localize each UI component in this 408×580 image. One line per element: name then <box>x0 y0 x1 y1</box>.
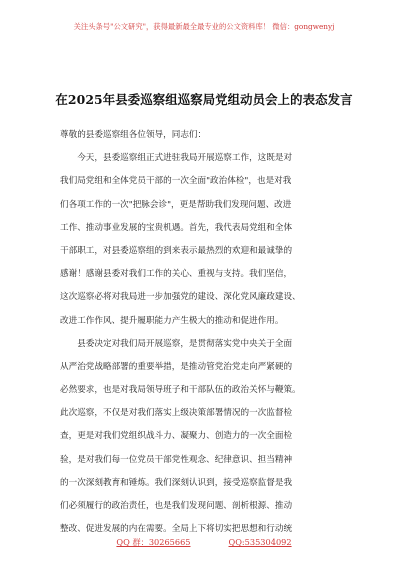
body-line: 干部职工，对县委巡察组的到来表示最热烈的欢迎和最诚挚的 <box>60 245 293 256</box>
body-line: 整改、促进发展的内在需要。全局上下将切实把思想和行动统 <box>60 524 293 535</box>
body-line: 尊敬的县委巡察组各位领导，同志们： <box>60 130 207 140</box>
document-body <box>60 124 360 541</box>
body-line: 们必须履行的政治责任，也是我们发现问题、剖析根源、推动 <box>60 501 293 511</box>
body-line: 工作、推动事业发展的宝贵机遇。首先，我代表局党组和全体 <box>60 222 293 233</box>
body-line: 我们局党组和全体党员干部的一次全面"政治体检"，也是对我 <box>60 176 292 187</box>
bottom-banner <box>0 537 408 548</box>
qq-group-link[interactable]: QQ 群：30265665 <box>116 537 191 547</box>
body-line: 必然要求，也是对我局领导班子和干部队伍的政治关怀与鞭策。 <box>60 385 301 396</box>
body-line: 从严治党战略部署的重要举措，是推动管党治党走向严紧硬的 <box>60 361 293 372</box>
body-line: 们各项工作的一次"把脉会诊"，更是帮助我们发现问题、改进 <box>60 199 292 210</box>
body-line: 验，是对我们每一位党员干部党性观念、纪律意识、担当精神 <box>60 454 293 465</box>
body-line: 查，更是对我们党组织战斗力、凝聚力、创造力的一次全面检 <box>60 431 293 442</box>
body-line: 感谢！感谢县委对我们工作的关心、重视与支持。我们坚信， <box>60 269 293 280</box>
document-title: 在2025年县委巡察组巡察局党组动员会上的表态发言 <box>55 92 353 107</box>
top-banner: 关注头条号"公文研究"，获得最新最全最专业的公文资料库！ 微信：gongwenyj <box>73 22 335 31</box>
body-line: 的一次深刻教育和锤炼。我们深刻认识到，接受巡察监督是我 <box>60 477 293 488</box>
body-line: 此次巡察，不仅是对我们落实上级决策部署情况的一次监督检 <box>60 408 293 419</box>
body-line: 这次巡察必将对我局进一步加强党的建设、深化党风廉政建设、 <box>60 292 301 303</box>
body-line: 县委决定对我们局开展巡察，是贯彻落实党中央关于全面 <box>60 338 293 349</box>
body-line: 改进工作作风、提升履职能力产生极大的推动和促进作用。 <box>60 315 284 326</box>
body-line: 今天，县委巡察组正式进驻我局开展巡察工作，这既是对 <box>60 153 293 164</box>
qq-contact-link[interactable]: QQ:535304092 <box>228 537 292 547</box>
